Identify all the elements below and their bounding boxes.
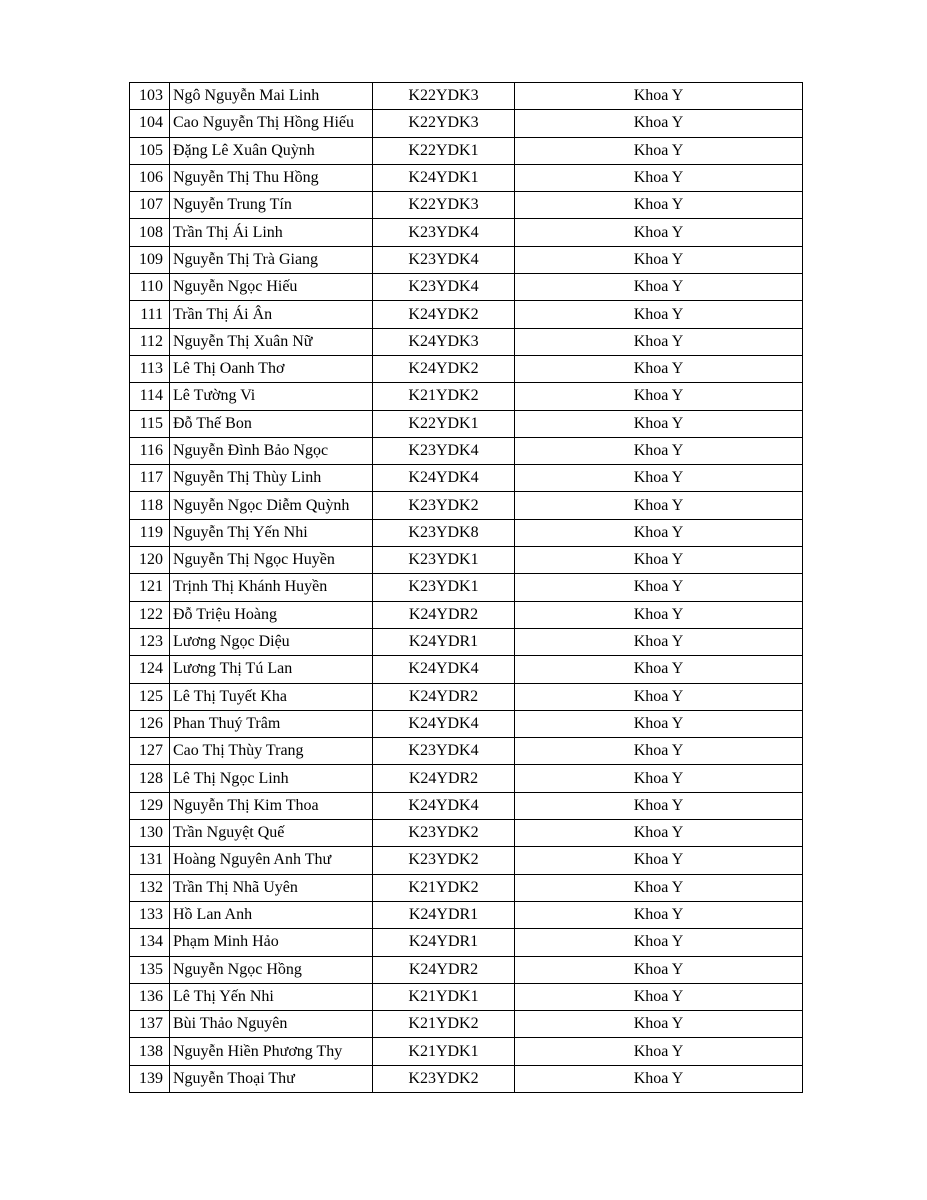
student-name: Hoàng Nguyên Anh Thư — [170, 847, 373, 874]
class-code: K24YDK4 — [373, 792, 515, 819]
table-row — [130, 1038, 803, 1065]
department: Khoa Y — [515, 874, 803, 901]
class-code: K23YDK4 — [373, 738, 515, 765]
table-row — [130, 901, 803, 928]
class-code: K22YDK3 — [373, 192, 515, 219]
class-code: K21YDK2 — [373, 1011, 515, 1038]
class-code: K23YDK1 — [373, 574, 515, 601]
student-name: Trần Thị Nhã Uyên — [170, 874, 373, 901]
class-code: K24YDR2 — [373, 765, 515, 792]
row-number: 123 — [130, 628, 170, 655]
class-code: K23YDK4 — [373, 274, 515, 301]
row-number: 124 — [130, 656, 170, 683]
class-code: K24YDK2 — [373, 355, 515, 382]
student-name: Nguyễn Thị Thùy Linh — [170, 465, 373, 492]
row-number: 128 — [130, 765, 170, 792]
row-number: 112 — [130, 328, 170, 355]
class-code: K23YDK8 — [373, 519, 515, 546]
class-code: K23YDK4 — [373, 219, 515, 246]
student-name: Đỗ Thế Bon — [170, 410, 373, 437]
department: Khoa Y — [515, 164, 803, 191]
table-row — [130, 792, 803, 819]
class-code: K24YDR2 — [373, 956, 515, 983]
department: Khoa Y — [515, 465, 803, 492]
student-name: Lê Thị Yến Nhi — [170, 983, 373, 1010]
table-row — [130, 410, 803, 437]
row-number: 117 — [130, 465, 170, 492]
row-number: 129 — [130, 792, 170, 819]
class-code: K24YDR1 — [373, 628, 515, 655]
department: Khoa Y — [515, 110, 803, 137]
department: Khoa Y — [515, 601, 803, 628]
department: Khoa Y — [515, 192, 803, 219]
student-name: Nguyễn Đình Bảo Ngọc — [170, 437, 373, 464]
student-name: Lê Tường Vi — [170, 383, 373, 410]
class-code: K22YDK1 — [373, 137, 515, 164]
row-number: 131 — [130, 847, 170, 874]
class-code: K23YDK4 — [373, 246, 515, 273]
row-number: 127 — [130, 738, 170, 765]
department: Khoa Y — [515, 929, 803, 956]
student-name: Đặng Lê Xuân Quỳnh — [170, 137, 373, 164]
table-row — [130, 246, 803, 273]
class-code: K23YDK2 — [373, 847, 515, 874]
class-code: K24YDK4 — [373, 465, 515, 492]
class-code: K24YDR1 — [373, 929, 515, 956]
student-name: Trần Thị Ái Ân — [170, 301, 373, 328]
department: Khoa Y — [515, 246, 803, 273]
class-code: K24YDR2 — [373, 683, 515, 710]
class-code: K24YDK3 — [373, 328, 515, 355]
table-body — [130, 83, 803, 1093]
department: Khoa Y — [515, 1065, 803, 1092]
department: Khoa Y — [515, 710, 803, 737]
department: Khoa Y — [515, 274, 803, 301]
class-code: K21YDK1 — [373, 983, 515, 1010]
student-name: Nguyễn Thị Thu Hồng — [170, 164, 373, 191]
table-row — [130, 492, 803, 519]
class-code: K24YDR1 — [373, 901, 515, 928]
student-name: Nguyễn Hiền Phương Thy — [170, 1038, 373, 1065]
department: Khoa Y — [515, 820, 803, 847]
table-row — [130, 874, 803, 901]
table-row — [130, 164, 803, 191]
student-name: Nguyễn Thị Trà Giang — [170, 246, 373, 273]
student-name: Trần Thị Ái Linh — [170, 219, 373, 246]
row-number: 134 — [130, 929, 170, 956]
row-number: 125 — [130, 683, 170, 710]
table-row — [130, 328, 803, 355]
table-row — [130, 219, 803, 246]
row-number: 138 — [130, 1038, 170, 1065]
row-number: 126 — [130, 710, 170, 737]
department: Khoa Y — [515, 328, 803, 355]
row-number: 113 — [130, 355, 170, 382]
table-row — [130, 929, 803, 956]
class-code: K24YDK2 — [373, 301, 515, 328]
table-row — [130, 301, 803, 328]
row-number: 121 — [130, 574, 170, 601]
class-code: K23YDK4 — [373, 437, 515, 464]
department: Khoa Y — [515, 574, 803, 601]
row-number: 110 — [130, 274, 170, 301]
student-name: Nguyễn Trung Tín — [170, 192, 373, 219]
student-name: Lương Ngọc Diệu — [170, 628, 373, 655]
student-name: Lê Thị Oanh Thơ — [170, 355, 373, 382]
department: Khoa Y — [515, 901, 803, 928]
department: Khoa Y — [515, 1011, 803, 1038]
table-row — [130, 274, 803, 301]
row-number: 136 — [130, 983, 170, 1010]
class-code: K24YDR2 — [373, 601, 515, 628]
table-row — [130, 738, 803, 765]
student-name: Nguyễn Ngọc Hiếu — [170, 274, 373, 301]
student-name: Bùi Thảo Nguyên — [170, 1011, 373, 1038]
table-row — [130, 437, 803, 464]
table-row — [130, 192, 803, 219]
table-row — [130, 574, 803, 601]
student-name: Phan Thuý Trâm — [170, 710, 373, 737]
department: Khoa Y — [515, 355, 803, 382]
department: Khoa Y — [515, 410, 803, 437]
class-code: K22YDK3 — [373, 110, 515, 137]
class-code: K22YDK1 — [373, 410, 515, 437]
row-number: 103 — [130, 83, 170, 110]
department: Khoa Y — [515, 437, 803, 464]
table-row — [130, 628, 803, 655]
table-row — [130, 519, 803, 546]
student-name: Ngô Nguyễn Mai Linh — [170, 83, 373, 110]
student-name: Trần Nguyệt Quế — [170, 820, 373, 847]
class-code: K21YDK2 — [373, 383, 515, 410]
table-row — [130, 547, 803, 574]
department: Khoa Y — [515, 983, 803, 1010]
table-row — [130, 137, 803, 164]
department: Khoa Y — [515, 792, 803, 819]
class-code: K24YDK4 — [373, 710, 515, 737]
table-row — [130, 383, 803, 410]
class-code: K24YDK4 — [373, 656, 515, 683]
row-number: 114 — [130, 383, 170, 410]
department: Khoa Y — [515, 1038, 803, 1065]
row-number: 111 — [130, 301, 170, 328]
row-number: 139 — [130, 1065, 170, 1092]
table-row — [130, 820, 803, 847]
department: Khoa Y — [515, 656, 803, 683]
row-number: 109 — [130, 246, 170, 273]
department: Khoa Y — [515, 956, 803, 983]
student-name: Nguyễn Thị Xuân Nữ — [170, 328, 373, 355]
department: Khoa Y — [515, 383, 803, 410]
table-row — [130, 656, 803, 683]
row-number: 135 — [130, 956, 170, 983]
table-row — [130, 956, 803, 983]
student-name: Nguyễn Thị Yến Nhi — [170, 519, 373, 546]
student-name: Đỗ Triệu Hoàng — [170, 601, 373, 628]
department: Khoa Y — [515, 492, 803, 519]
department: Khoa Y — [515, 301, 803, 328]
table-row — [130, 1065, 803, 1092]
student-name: Lê Thị Ngọc Linh — [170, 765, 373, 792]
row-number: 107 — [130, 192, 170, 219]
row-number: 118 — [130, 492, 170, 519]
student-name: Cao Thị Thùy Trang — [170, 738, 373, 765]
student-name: Trịnh Thị Khánh Huyền — [170, 574, 373, 601]
student-name: Phạm Minh Hảo — [170, 929, 373, 956]
department: Khoa Y — [515, 83, 803, 110]
student-name: Hồ Lan Anh — [170, 901, 373, 928]
department: Khoa Y — [515, 765, 803, 792]
table-row — [130, 601, 803, 628]
table-row — [130, 83, 803, 110]
row-number: 104 — [130, 110, 170, 137]
department: Khoa Y — [515, 219, 803, 246]
table-row — [130, 765, 803, 792]
class-code: K21YDK1 — [373, 1038, 515, 1065]
department: Khoa Y — [515, 628, 803, 655]
department: Khoa Y — [515, 683, 803, 710]
row-number: 132 — [130, 874, 170, 901]
row-number: 122 — [130, 601, 170, 628]
class-code: K22YDK3 — [373, 83, 515, 110]
student-name: Nguyễn Ngọc Diễm Quỳnh — [170, 492, 373, 519]
student-name: Nguyễn Thị Ngọc Huyền — [170, 547, 373, 574]
table-row — [130, 683, 803, 710]
class-code: K23YDK2 — [373, 1065, 515, 1092]
row-number: 133 — [130, 901, 170, 928]
table-row — [130, 355, 803, 382]
row-number: 105 — [130, 137, 170, 164]
department: Khoa Y — [515, 847, 803, 874]
student-name: Nguyễn Ngọc Hồng — [170, 956, 373, 983]
row-number: 115 — [130, 410, 170, 437]
class-code: K21YDK2 — [373, 874, 515, 901]
row-number: 130 — [130, 820, 170, 847]
department: Khoa Y — [515, 137, 803, 164]
row-number: 106 — [130, 164, 170, 191]
student-name: Nguyễn Thoại Thư — [170, 1065, 373, 1092]
table-row — [130, 110, 803, 137]
table-row — [130, 983, 803, 1010]
row-number: 116 — [130, 437, 170, 464]
student-table — [129, 82, 803, 1093]
student-name: Nguyễn Thị Kim Thoa — [170, 792, 373, 819]
table-row — [130, 847, 803, 874]
row-number: 119 — [130, 519, 170, 546]
row-number: 108 — [130, 219, 170, 246]
table-row — [130, 1011, 803, 1038]
class-code: K23YDK1 — [373, 547, 515, 574]
class-code: K23YDK2 — [373, 820, 515, 847]
student-name: Lương Thị Tú Lan — [170, 656, 373, 683]
row-number: 120 — [130, 547, 170, 574]
table-row — [130, 465, 803, 492]
table-row — [130, 710, 803, 737]
student-name: Lê Thị Tuyết Kha — [170, 683, 373, 710]
department: Khoa Y — [515, 738, 803, 765]
student-name: Cao Nguyễn Thị Hồng Hiếu — [170, 110, 373, 137]
row-number: 137 — [130, 1011, 170, 1038]
department: Khoa Y — [515, 519, 803, 546]
department: Khoa Y — [515, 547, 803, 574]
class-code: K24YDK1 — [373, 164, 515, 191]
class-code: K23YDK2 — [373, 492, 515, 519]
